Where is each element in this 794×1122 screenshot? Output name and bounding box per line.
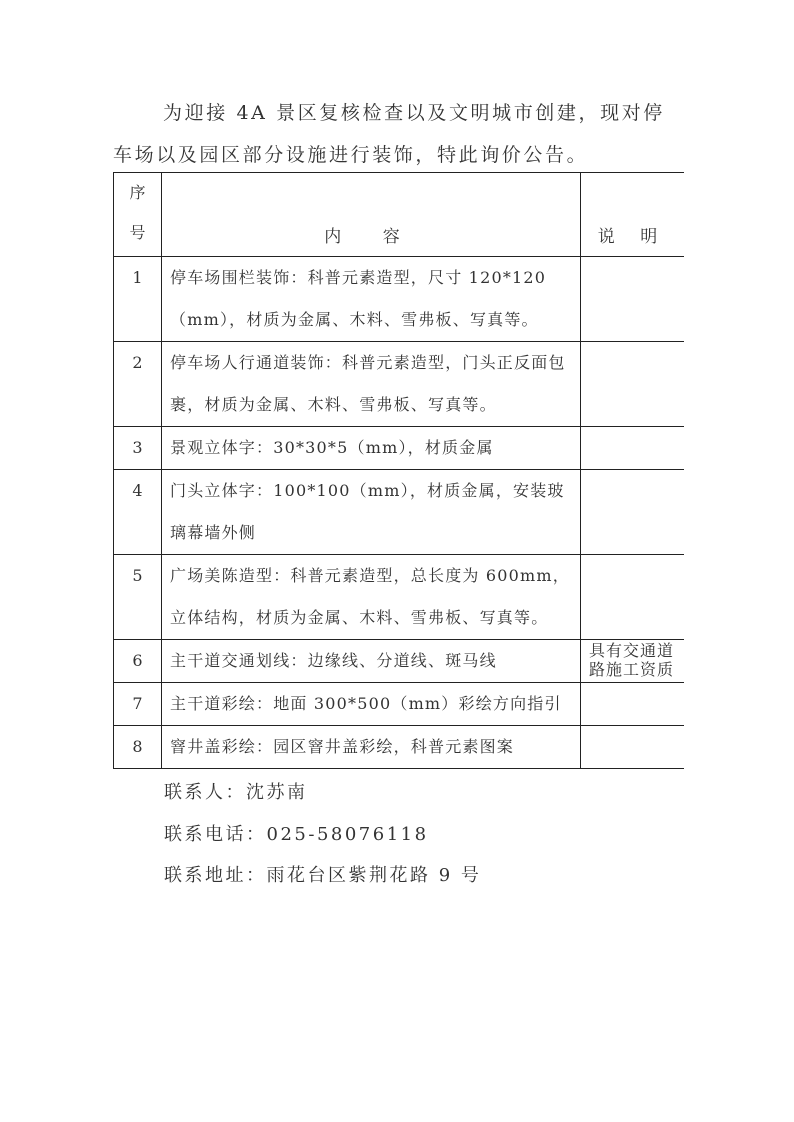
- row-content: 主干道彩绘：地面 300*500（mm）彩绘方向指引: [162, 683, 581, 726]
- row-no: 7: [114, 683, 162, 726]
- row-note: [581, 555, 685, 640]
- row-content: 景观立体字：30*30*5（mm），材质金属: [162, 427, 581, 470]
- row-note: 具有交通道路施工资质: [581, 640, 685, 683]
- row-no: 4: [114, 470, 162, 555]
- contact-person: 联系人：沈苏南: [164, 782, 308, 803]
- row-content: 主干道交通划线：边缘线、分道线、斑马线: [162, 640, 581, 683]
- contact-phone: 联系电话：025-58076118: [164, 824, 429, 845]
- row-note: [581, 470, 685, 555]
- row-no: 1: [114, 257, 162, 342]
- row-content: 停车场围栏装饰：科普元素造型，尺寸 120*120（mm），材质为金属、木料、雪弗板、写真等。: [162, 257, 581, 342]
- row-no: 5: [114, 555, 162, 640]
- row-content: 窨井盖彩绘：园区窨井盖彩绘，科普元素图案: [162, 726, 581, 769]
- row-no: 6: [114, 640, 162, 683]
- table-row: [114, 427, 685, 470]
- row-no: 3: [114, 427, 162, 470]
- quote-table: [113, 172, 684, 769]
- header-note: 说 明: [581, 173, 685, 257]
- row-note: [581, 427, 685, 470]
- row-note: [581, 683, 685, 726]
- row-content: 广场美陈造型：科普元素造型，总长度为 600mm，立体结构，材质为金属、木料、雪弗板、写真等。: [162, 555, 581, 640]
- row-content: 停车场人行通道装饰：科普元素造型，门头正反面包裹，材质为金属、木料、雪弗板、写真等。: [162, 342, 581, 427]
- intro-paragraph: 为迎接 4A 景区复核检查以及文明城市创建，现对停车场以及园区部分设施进行装饰，特此询价公告。: [113, 102, 665, 166]
- row-no: 8: [114, 726, 162, 769]
- header-content: 内 容: [162, 173, 581, 257]
- row-note: [581, 342, 685, 427]
- table-row: [114, 683, 685, 726]
- row-no: 2: [114, 342, 162, 427]
- table-row: [114, 640, 685, 683]
- row-note: [581, 257, 685, 342]
- table-row: [114, 555, 685, 640]
- contact-address: 联系地址：雨花台区紫荆花路 9 号: [164, 865, 482, 886]
- table-row: [114, 470, 685, 555]
- table-row: [114, 257, 685, 342]
- header-no: 序号: [114, 173, 162, 257]
- row-content: 门头立体字：100*100（mm），材质金属，安装玻璃幕墙外侧: [162, 470, 581, 555]
- table-row: [114, 726, 685, 769]
- row-note: [581, 726, 685, 769]
- table-row: [114, 342, 685, 427]
- table-header-row: [114, 173, 685, 257]
